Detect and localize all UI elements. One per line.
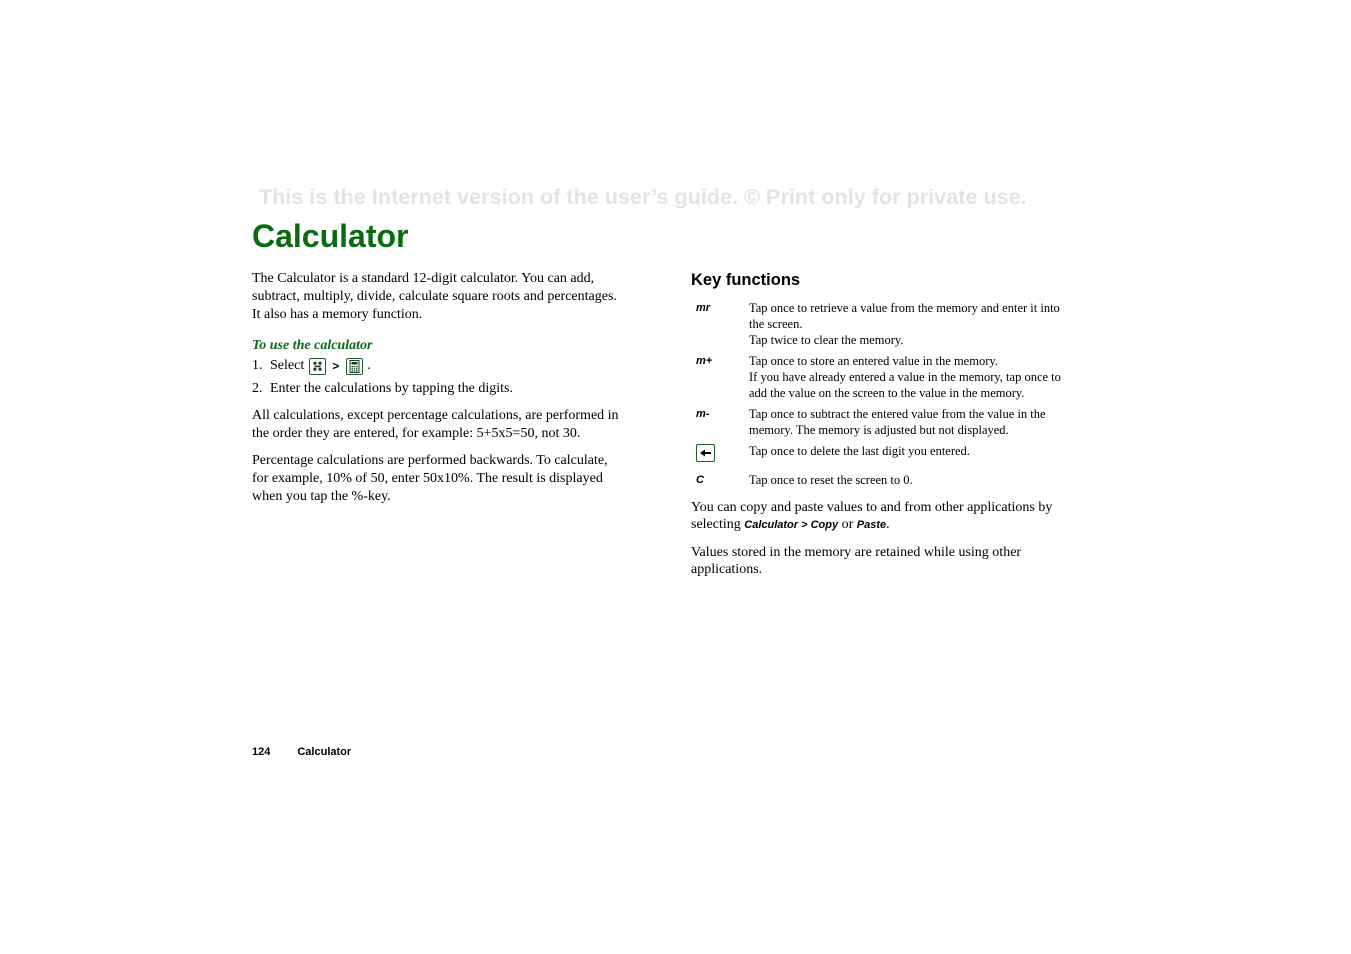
step-text: Select <box>270 358 305 373</box>
key-description <box>749 472 1063 488</box>
right-column <box>691 270 1063 588</box>
step-number: 1. <box>252 358 263 373</box>
key-row-mr <box>691 300 1063 348</box>
key-description <box>749 406 1063 438</box>
section-heading: Key functions <box>691 271 801 289</box>
watermark: This is the Internet version of the user’s guide. © Print only for private use. <box>259 185 1027 209</box>
description-line: Tap once to reset the screen to 0. <box>749 473 913 487</box>
step-number: 2. <box>252 381 263 396</box>
period: . <box>886 517 890 532</box>
step-1 <box>252 357 624 375</box>
key-row-m-minus <box>691 406 1063 438</box>
steps-list <box>252 357 624 398</box>
procedure-heading: To use the calculator <box>252 338 373 353</box>
calculation-order-paragraph: All calculations, except percentage calculations, are performed in the order they are entered, for example: 5+5x5=50, not 30. <box>252 408 619 441</box>
applications-icon <box>309 358 326 375</box>
description-line: Tap twice to clear the memory. <box>749 333 904 347</box>
step-text: Enter the calculations by tapping the digits. <box>270 381 513 396</box>
backspace-icon <box>696 444 715 462</box>
key-description <box>749 443 1063 467</box>
key-label: m- <box>696 408 710 420</box>
step-text-end: . <box>367 358 371 373</box>
page-title: Calculator <box>252 218 409 254</box>
intro-paragraph: The Calculator is a standard 12-digit calculator. You can add, subtract, multiply, divide, calculate square roots and percentages. It also has a memory function. <box>252 271 617 322</box>
copy-menu-path: Calculator > Copy <box>744 519 839 531</box>
key-description <box>749 353 1063 401</box>
page-number: 124 <box>252 746 271 758</box>
step-2 <box>252 380 624 398</box>
description-line: If you have already entered a value in the memory, tap once to add the value on the screen to the value in the memory. <box>749 370 1061 400</box>
key-label <box>691 443 749 467</box>
memory-paragraph: Values stored in the memory are retained while using other applications. <box>691 545 1022 577</box>
key-functions-table <box>691 300 1063 488</box>
page-footer <box>252 746 351 758</box>
left-column <box>252 270 624 515</box>
copy-text: You can copy and paste values to and from other applications by selecting <box>691 500 1053 532</box>
key-row-c <box>691 472 1063 488</box>
copy-paste-paragraph <box>691 499 1063 534</box>
paste-menu-path: Paste <box>856 519 887 531</box>
key-row-m-plus <box>691 353 1063 401</box>
menu-separator: > <box>332 359 340 373</box>
key-label: m+ <box>696 355 713 367</box>
description-line: Tap once to retrieve a value from the memory and enter it into the screen. <box>749 301 1060 331</box>
description-line: Tap once to subtract the entered value from the value in the memory. The memory is adjusted but not displayed. <box>749 407 1046 437</box>
footer-section-title: Calculator <box>297 746 352 758</box>
key-label: mr <box>696 302 711 314</box>
key-description <box>749 300 1063 348</box>
key-row-backspace <box>691 443 1063 467</box>
description-line: Tap once to delete the last digit you entered. <box>749 444 970 458</box>
key-label: C <box>696 474 704 486</box>
calculator-icon <box>346 358 363 375</box>
or-text: or <box>841 517 854 532</box>
description-line: Tap once to store an entered value in the memory. <box>749 354 998 368</box>
percentage-paragraph: Percentage calculations are performed backwards. To calculate, for example, 10% of 50, enter 50x10%. The result is displayed when you tap the %-key. <box>252 453 608 504</box>
